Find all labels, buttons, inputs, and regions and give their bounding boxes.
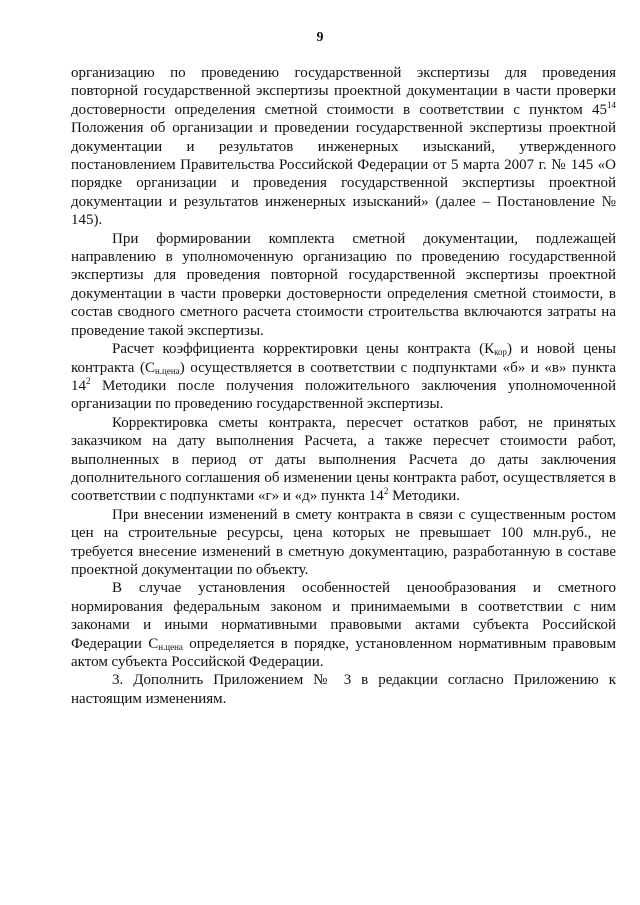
paragraph-estimate-documentation (71, 230, 616, 340)
text-run: При формировании комплекта сметной документации, подлежащей направлению в уполномоченную организацию по проведению государственной экспертизы для проведения повторной государственной экспертизы проектной документации в части проверки достоверности определения сметной стоимости, в состав сводного сметного расчета стоимости строительства включаются затраты на проведение такой экспертизы. (71, 230, 616, 339)
text-run: Расчет коэффициента корректировки цены контракта (К (112, 341, 495, 358)
text-run: В случае установления особенностей ценообразования и сметного нормирования федеральным законом и принимаемыми в соответствии с ним законами и иными нормативными правовыми актами субъекта Российской Федерации С (71, 580, 616, 652)
text-run: Методики. (388, 488, 461, 505)
subscript: н.цена (158, 641, 183, 652)
text-run: Методики после получения положительного заключения уполномоченной организации по проведению государственной экспертизы. (71, 377, 616, 413)
text-run: При внесении изменений в смету контракта в связи с существенным ростом цен на строительные ресурсы, цена которых не превышает 100 млн.руб., не требуется внесение изменений в сметную документацию, разработанную в составе проектной документации по объекту. (71, 506, 616, 578)
document-body (71, 64, 616, 708)
superscript: 2 (383, 486, 389, 497)
subscript: кор (494, 347, 507, 358)
text-run: Корректировка сметы контракта, пересчет остатков работ, не принятых заказчиком на дату выполнения Расчета, а также пересчет стоимости работ, выполненных в период от даты выполнения Расчета до даты заключения дополнительного соглашения об изменении цены контракта работ, осуществляется в соответствии с подпунктами «г» и «д» пункта 14 (71, 414, 616, 505)
paragraph-coefficient-calculation (71, 340, 616, 414)
paragraph-price-threshold (71, 506, 616, 580)
page-number: 9 (316, 30, 324, 45)
paragraph-pricing-specifics (71, 579, 616, 671)
text-run: ) осуществляется в соответствии с подпунктами «б» и «в» пункта 14 (71, 359, 616, 394)
text-run: 3. Дополнить Приложением № 3 в редакции согласно Приложению к настоящим изменениям. (71, 672, 616, 707)
text-run: ) и новой цены контракта (С (71, 341, 616, 376)
text-run: определяется в порядке, установленном нормативным правовым актом субъекта Российской Федерации. (71, 635, 616, 670)
paragraph-continuation (71, 64, 616, 230)
text-run: Положения об организации и проведении государственной экспертизы проектной документации и результатов инженерных изысканий, утвержденного постановлением Правительства Российской Федерации от 5 марта 2007 г. № 145 «О порядке организации и проведения государственной экспертизы проектной документации и результатов инженерных изысканий» (далее – Постановление № 145). (71, 120, 616, 229)
superscript: 14 (607, 99, 616, 110)
text-run: организацию по проведению государственной экспертизы для проведения повторной государственной экспертизы проектной документации в части проверки достоверности определения сметной стоимости в соответствии с пунктом 45 (71, 65, 616, 118)
subscript: н.цена (154, 365, 180, 376)
paragraph-estimate-correction (71, 414, 616, 506)
paragraph-item-3 (71, 671, 616, 708)
superscript: 2 (86, 375, 91, 386)
